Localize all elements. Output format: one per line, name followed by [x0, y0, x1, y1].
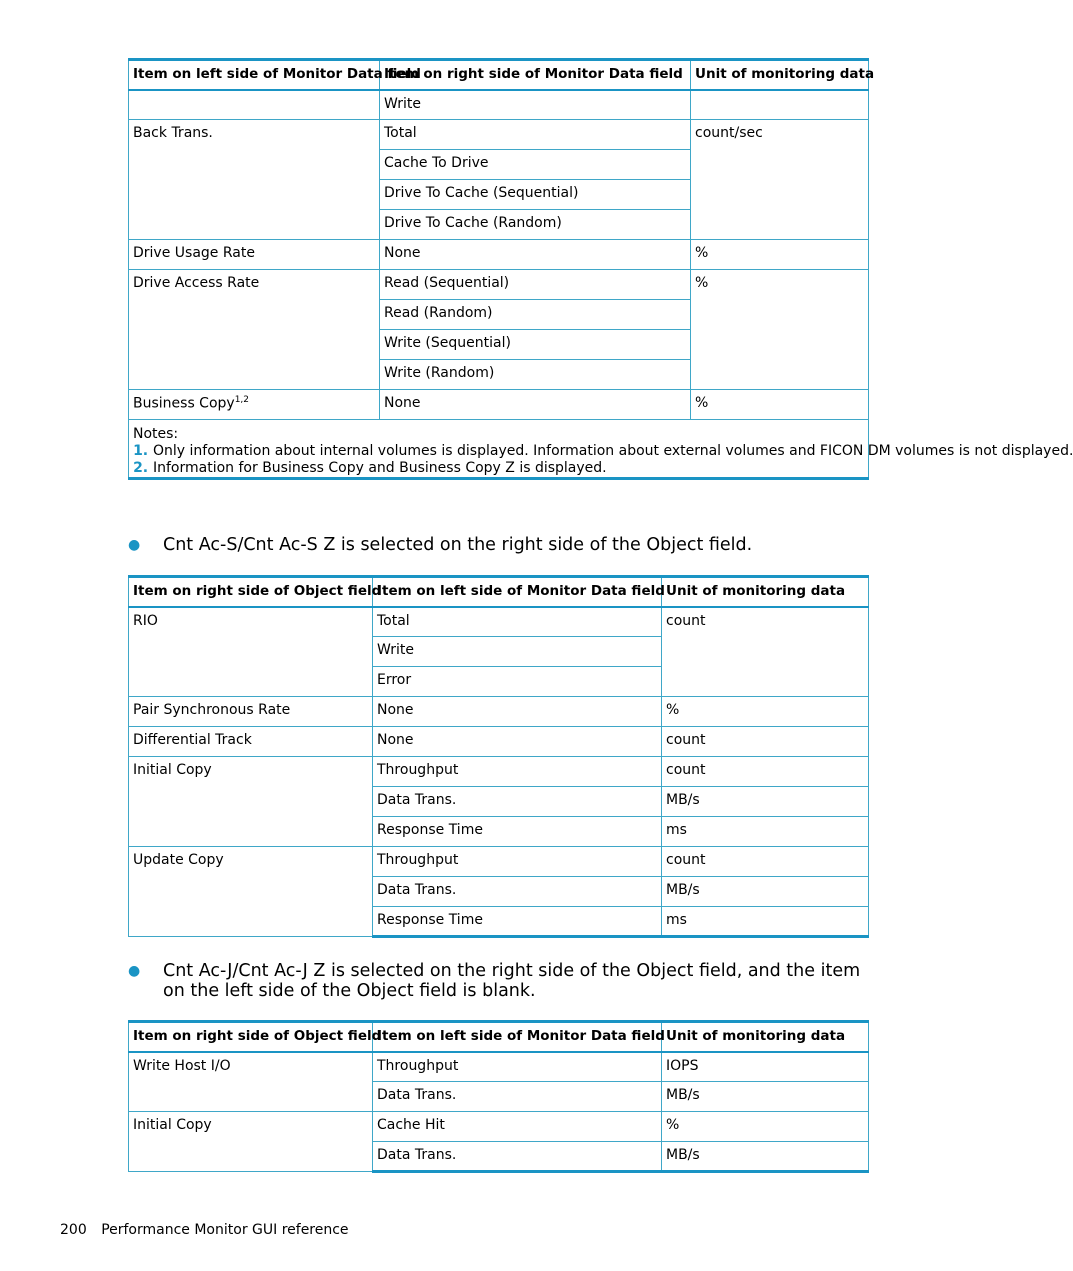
- table-row: [129, 847, 869, 877]
- notes-list: [133, 443, 1073, 477]
- table-cell: Data Trans.: [373, 877, 662, 907]
- column-header: Item on left side of Monitor Data field: [129, 60, 380, 90]
- table-row: [129, 607, 869, 637]
- table-cell: count: [662, 607, 869, 697]
- table-row: [129, 390, 869, 420]
- table-cell: Back Trans.: [129, 120, 380, 240]
- footer-title: Performance Monitor GUI reference: [101, 1222, 349, 1238]
- column-header: Unit of monitoring data: [662, 1022, 869, 1052]
- table-cell: Read (Random): [380, 300, 691, 330]
- table-cell: Data Trans.: [373, 787, 662, 817]
- note-item: 1. Only information about internal volumes is displayed. Information about external volumes and FICON DM volumes is not displayed.: [153, 443, 864, 460]
- table-cell: Data Trans.: [373, 1082, 662, 1112]
- table-cell: None: [380, 240, 691, 270]
- table-cell: MB/s: [662, 877, 869, 907]
- table-cell: IOPS: [662, 1052, 869, 1082]
- table-row: [129, 1052, 869, 1082]
- table-cell: Read (Sequential): [380, 270, 691, 300]
- notes-title: Notes:: [133, 426, 179, 442]
- monitor-data-table-3: [128, 1020, 869, 1173]
- bullet-text: Cnt Ac-J/Cnt Ac-J Z is selected on the right side of the Object field, and the item on the left side of the Object field is blank.: [163, 961, 861, 1001]
- monitor-data-table-2: [128, 575, 869, 938]
- page-footer: [60, 1222, 349, 1238]
- table-cell: Differential Track: [129, 727, 373, 757]
- business-copy-label: Business Copy: [133, 395, 235, 412]
- table-row: [129, 697, 869, 727]
- table-cell: ms: [662, 907, 869, 937]
- table-cell: Response Time: [373, 907, 662, 937]
- table-row: [129, 120, 869, 150]
- table-cell: [129, 390, 380, 420]
- table-cell: ms: [662, 817, 869, 847]
- table-cell: Cache To Drive: [380, 150, 691, 180]
- table-cell: None: [373, 727, 662, 757]
- table-row: [129, 240, 869, 270]
- table-cell: count: [662, 847, 869, 877]
- table-cell: Write (Sequential): [380, 330, 691, 360]
- table-cell: Response Time: [373, 817, 662, 847]
- table-cell: Drive To Cache (Random): [380, 210, 691, 240]
- page-number: 200: [60, 1222, 87, 1238]
- table-cell: Pair Synchronous Rate: [129, 697, 373, 727]
- table-cell: Write Host I/O: [129, 1052, 373, 1112]
- table-header-row: [129, 60, 869, 90]
- table-cell: Error: [373, 667, 662, 697]
- bullet-icon: ●: [128, 963, 141, 979]
- table-cell: %: [662, 1112, 869, 1142]
- table-cell: Update Copy: [129, 847, 373, 937]
- table-header-row: [129, 1022, 869, 1052]
- table-cell: MB/s: [662, 787, 869, 817]
- column-header: Unit of monitoring data: [662, 577, 869, 607]
- notes-cell: [129, 420, 1073, 479]
- table-cell: [691, 90, 869, 120]
- table-row: [129, 757, 869, 787]
- column-header: Item on right side of Object field: [129, 1022, 373, 1052]
- column-header: Unit of monitoring data: [691, 60, 869, 90]
- table-row: [129, 270, 869, 300]
- table-row: [129, 90, 869, 120]
- column-header: Item on right side of Monitor Data field: [380, 60, 691, 90]
- table-cell: count/sec: [691, 120, 869, 240]
- table-header-row: [129, 577, 869, 607]
- column-header: Item on left side of Monitor Data field: [373, 1022, 662, 1052]
- table-cell: %: [691, 240, 869, 270]
- table-cell: Total: [380, 120, 691, 150]
- notes-row: [129, 420, 869, 479]
- monitor-data-table-1: [128, 58, 1073, 480]
- footnote-ref: 1,2: [234, 395, 250, 405]
- table-cell: count: [662, 727, 869, 757]
- table-cell: Initial Copy: [129, 757, 373, 847]
- table-cell: %: [691, 270, 869, 390]
- table-cell: Throughput: [373, 1052, 662, 1082]
- table-row: [129, 1112, 869, 1142]
- table-cell: RIO: [129, 607, 373, 697]
- table-cell: count: [662, 757, 869, 787]
- table-cell: Drive To Cache (Sequential): [380, 180, 691, 210]
- note-item: 2. Information for Business Copy and Business Copy Z is displayed.: [153, 460, 864, 477]
- table-cell: %: [662, 697, 869, 727]
- table-cell: Cache Hit: [373, 1112, 662, 1142]
- table-cell: Throughput: [373, 847, 662, 877]
- table-row: [129, 727, 869, 757]
- table-cell: %: [691, 390, 869, 420]
- column-header: Item on left side of Monitor Data field: [373, 577, 662, 607]
- table-cell: MB/s: [662, 1142, 869, 1172]
- bullet-text: Cnt Ac-S/Cnt Ac-S Z is selected on the right side of the Object field.: [163, 535, 753, 555]
- table-cell: Write (Random): [380, 360, 691, 390]
- table-cell: Initial Copy: [129, 1112, 373, 1172]
- table-cell: [129, 90, 380, 120]
- table-cell: Data Trans.: [373, 1142, 662, 1172]
- table-cell: MB/s: [662, 1082, 869, 1112]
- table-cell: Write: [380, 90, 691, 120]
- table-cell: None: [380, 390, 691, 420]
- table-cell: Throughput: [373, 757, 662, 787]
- bullet-icon: ●: [128, 537, 141, 553]
- table-cell: Write: [373, 637, 662, 667]
- table-cell: None: [373, 697, 662, 727]
- table-cell: Total: [373, 607, 662, 637]
- column-header: Item on right side of Object field: [129, 577, 373, 607]
- table-cell: Drive Usage Rate: [129, 240, 380, 270]
- table-cell: Drive Access Rate: [129, 270, 380, 390]
